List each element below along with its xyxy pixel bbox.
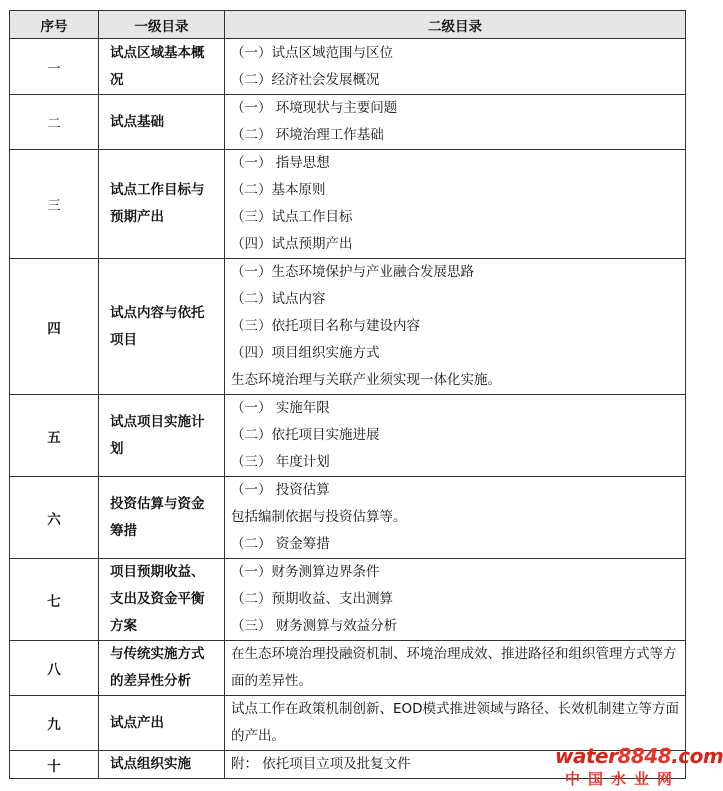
table-row [10,95,686,150]
row-level2 [225,95,686,150]
sub-item: （二）基本原则 [231,182,326,198]
sub-item: （一） 指导思想 [231,155,330,171]
watermark-logo [555,744,723,788]
row-level2 [225,39,686,95]
sub-item: 在生态环境治理投融资机制、环境治理成效、推进路径和组织管理方式等方面的差异性。 [231,646,677,689]
watermark-cn: 中国水业网 [565,770,681,788]
table-row [10,150,686,259]
row-level2 [225,477,686,559]
sub-item: 生态环境治理与关联产业须实现一体化实施。 [231,372,501,388]
row-seq: 六 [10,477,99,559]
table-row [10,477,686,559]
row-seq: 四 [10,259,99,395]
row-level1: 试点组织实施 [99,751,225,779]
row-seq: 九 [10,696,99,751]
row-level2 [225,696,686,751]
sub-item: （一） 实施年限 [231,400,330,416]
row-seq: 十 [10,751,99,779]
row-level2 [225,641,686,696]
row-level2 [225,259,686,395]
sub-item: （二）依托项目实施进展 [231,427,380,443]
header-level2: 二级目录 [225,11,686,39]
sub-item: （一） 环境现状与主要问题 [231,100,398,116]
watermark-number: 8848 [617,744,672,768]
row-level2 [225,559,686,641]
row-level2 [225,150,686,259]
table-header-row [10,11,686,39]
row-seq: 七 [10,559,99,641]
watermark-word: water [555,744,618,768]
sub-item: 试点工作在政策机制创新、EOD模式推进领域与路径、长效机制建立等方面的产出。 [231,701,680,744]
table-row [10,39,686,95]
sub-item: （二）经济社会发展概况 [231,71,380,88]
sub-item: （一） 投资估算 [231,482,330,498]
catalog-table [9,10,686,779]
sub-item: （二） 环境治理工作基础 [231,127,384,143]
table-row [10,696,686,751]
sub-item: 附： 依托项目立项及批复文件 [231,756,411,772]
row-level1: 试点工作目标与预期产出 [99,150,225,259]
row-seq: 八 [10,641,99,696]
row-level1: 试点产出 [99,696,225,751]
row-level2 [225,395,686,477]
table-row [10,259,686,395]
sub-item: （三）依托项目名称与建设内容 [231,318,420,334]
sub-item: （三） 财务测算与效益分析 [231,618,398,634]
header-seq: 序号 [10,11,99,39]
sub-item: （二）预期收益、支出测算 [231,591,393,607]
watermark-suffix: .com [671,744,723,768]
watermark-wordmark [555,744,723,768]
row-seq: 五 [10,395,99,477]
row-seq: 二 [10,95,99,150]
row-level1: 投资估算与资金筹措 [99,477,225,559]
sub-item: （一）试点区域范围与区位 [231,44,393,61]
row-seq: 三 [10,150,99,259]
sub-item: （一）财务测算边界条件 [231,564,380,580]
row-level1: 试点基础 [99,95,225,150]
table-row [10,395,686,477]
row-seq: 一 [10,39,99,95]
sub-item: （三）试点工作目标 [231,209,353,225]
sub-item: （三） 年度计划 [231,454,330,470]
row-level1: 与传统实施方式的差异性分析 [99,641,225,696]
row-level1: 试点内容与依托项目 [99,259,225,395]
row-level1: 项目预期收益、支出及资金平衡方案 [99,559,225,641]
sub-item: （一）生态环境保护与产业融合发展思路 [231,264,474,280]
sub-item: 包括编制依据与投资估算等。 [231,509,407,525]
row-level1: 试点区域基本概况 [99,39,225,95]
sub-item: （二）试点内容 [231,291,326,307]
table-row [10,641,686,696]
sub-item: （四）项目组织实施方式 [231,345,380,361]
sub-item: （四）试点预期产出 [231,236,353,252]
sub-item: （二） 资金筹措 [231,536,330,552]
header-level1: 一级目录 [99,11,225,39]
row-level1: 试点项目实施计划 [99,395,225,477]
table-row [10,559,686,641]
